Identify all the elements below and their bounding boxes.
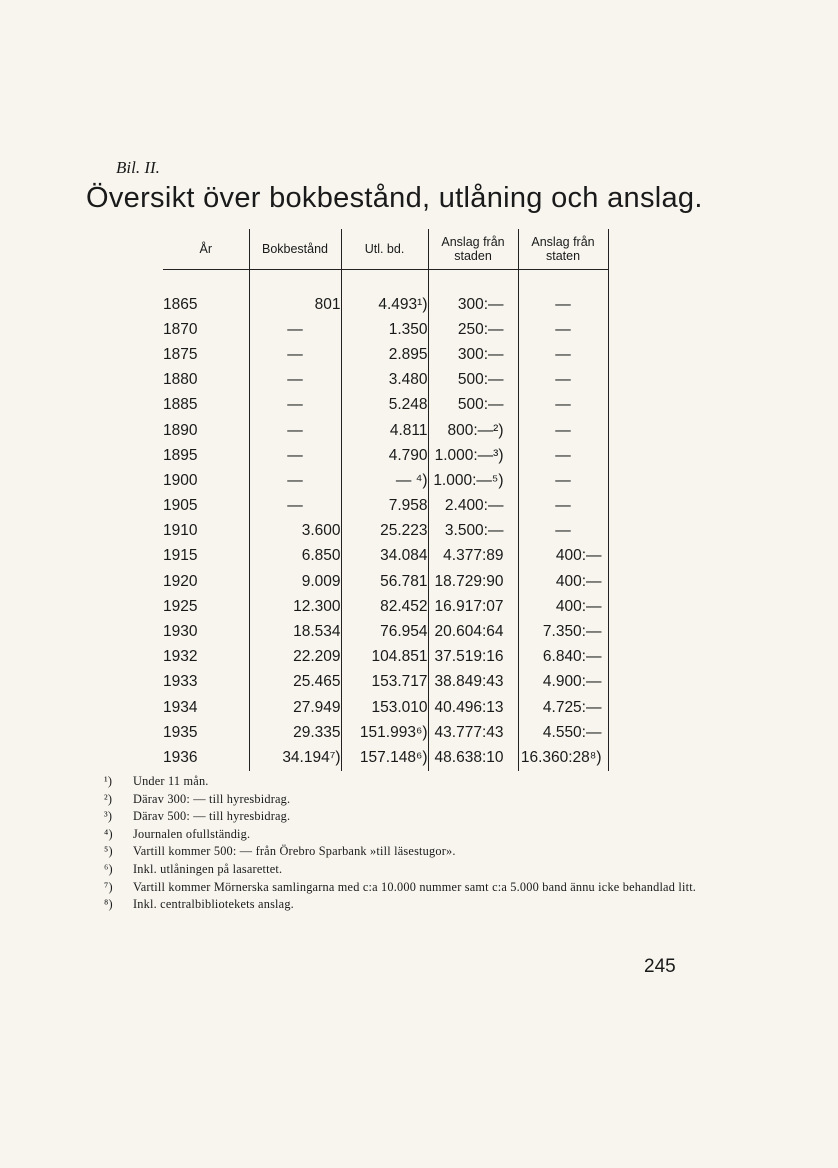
- table-cell: 300:—: [428, 342, 518, 367]
- table-row: [163, 544, 608, 569]
- table-body: [163, 270, 608, 771]
- table-cell: 9.009: [249, 569, 341, 594]
- table-cell: 153.010: [341, 695, 428, 720]
- table-cell: 3.480: [341, 368, 428, 393]
- table-cell: —: [249, 494, 341, 519]
- table-row: [163, 342, 608, 367]
- table-cell: 22.209: [249, 645, 341, 670]
- table-cell: 800:—²): [428, 418, 518, 443]
- table-cell: 4.377:89: [428, 544, 518, 569]
- page-number: 245: [644, 956, 676, 977]
- footnote-text: Under 11 mån.: [133, 774, 209, 788]
- table-cell: 18.729:90: [428, 569, 518, 594]
- footnote-mark: ⁷): [104, 879, 113, 894]
- table-cell: 1932: [163, 648, 198, 666]
- table-row: [163, 670, 608, 695]
- footnote-text: Därav 500: — till hyresbidrag.: [133, 809, 291, 824]
- footnote: [104, 843, 704, 861]
- table-cell: 3.600: [249, 519, 341, 544]
- footnote: [104, 826, 704, 844]
- table-cell: 16.360:28⁸): [518, 745, 608, 770]
- table-cell: 157.148⁶): [341, 745, 428, 770]
- table-cell: 2.895: [341, 342, 428, 367]
- table-cell: 37.519:16: [428, 645, 518, 670]
- footnote-mark: ⁶): [104, 861, 113, 876]
- table-cell: —: [518, 270, 608, 318]
- footnote-mark: ¹): [104, 774, 113, 788]
- table-cell: 104.851: [341, 645, 428, 670]
- table-cell: 4.811: [341, 418, 428, 443]
- table-cell: 6.850: [249, 544, 341, 569]
- table-cell: 16.917:07: [428, 594, 518, 619]
- table-cell: 7.350:—: [518, 619, 608, 644]
- table-cell: 1933: [163, 673, 198, 691]
- table-cell: 1925: [163, 597, 198, 615]
- footnote-text: Inkl. utlåningen på lasarettet.: [133, 861, 283, 876]
- table-cell: 1885: [163, 396, 198, 414]
- table-header-row: [163, 229, 608, 270]
- table-cell: 400:—: [518, 569, 608, 594]
- footnote: [104, 879, 704, 897]
- table-row: [163, 645, 608, 670]
- table-cell: — ⁴): [341, 468, 428, 493]
- table-cell: 29.335: [249, 720, 341, 745]
- footnote: [104, 896, 704, 914]
- table-cell: 7.958: [341, 494, 428, 519]
- table-row: [163, 368, 608, 393]
- footnote-text: Därav 300: — till hyresbidrag.: [133, 791, 291, 806]
- table-row: [163, 594, 608, 619]
- table-row: [163, 317, 608, 342]
- column-header-city-grant: Anslag från staden: [428, 229, 518, 270]
- table-cell: 801: [249, 270, 341, 318]
- table-row: [163, 494, 608, 519]
- table-cell: —: [249, 393, 341, 418]
- table-row: [163, 468, 608, 493]
- table-row: [163, 443, 608, 468]
- table-cell: 400:—: [518, 594, 608, 619]
- table-cell: 56.781: [341, 569, 428, 594]
- table-cell: 5.248: [341, 393, 428, 418]
- statistics-table: [163, 229, 609, 771]
- table-row: [163, 519, 608, 544]
- footnote-text: Inkl. centralbibliotekets anslag.: [133, 897, 294, 912]
- footnote-mark: ³): [104, 809, 113, 824]
- table-cell: —: [249, 317, 341, 342]
- footnote-text: Vartill kommer 500: — från Örebro Sparbank »till läsestugor».: [133, 844, 456, 859]
- table-cell: 1935: [163, 723, 198, 741]
- table-cell: —: [249, 342, 341, 367]
- table-cell: 6.840:—: [518, 645, 608, 670]
- footnote-mark: ⁵): [104, 844, 113, 859]
- table-cell: 1936: [163, 748, 198, 766]
- table-cell: 4.725:—: [518, 695, 608, 720]
- table-cell: 400:—: [518, 544, 608, 569]
- table-cell: 1910: [163, 522, 198, 540]
- table-cell: 18.534: [249, 619, 341, 644]
- footnote: [104, 791, 704, 809]
- table-cell: 82.452: [341, 594, 428, 619]
- table-cell: 1875: [163, 345, 198, 363]
- table-cell: —: [518, 443, 608, 468]
- footnote: [104, 808, 704, 826]
- table-cell: —: [518, 418, 608, 443]
- table-cell: 1.000:—⁵): [428, 468, 518, 493]
- footnote-mark: ²): [104, 791, 113, 806]
- table-cell: 300:—: [428, 270, 518, 318]
- table-cell: 500:—: [428, 368, 518, 393]
- footnote: [104, 861, 704, 879]
- table-row: [163, 695, 608, 720]
- table-cell: —: [518, 393, 608, 418]
- column-header-loans: Utl. bd.: [341, 229, 428, 270]
- table-cell: 34.194⁷): [249, 745, 341, 770]
- table-cell: 500:—: [428, 393, 518, 418]
- table-cell: —: [249, 418, 341, 443]
- footnote-text: Journalen ofullständig.: [133, 826, 251, 841]
- table-cell: 1895: [163, 446, 198, 464]
- column-header-holdings: Bokbestånd: [249, 229, 341, 270]
- footnote-mark: ⁸): [104, 897, 113, 912]
- table-cell: 4.790: [341, 443, 428, 468]
- column-header-year: År: [163, 229, 249, 270]
- table-cell: 40.496:13: [428, 695, 518, 720]
- table-cell: —: [518, 468, 608, 493]
- table-cell: 1880: [163, 371, 198, 389]
- footnotes: [104, 773, 704, 914]
- table-cell: 4.550:—: [518, 720, 608, 745]
- table-cell: 25.465: [249, 670, 341, 695]
- table-cell: 1870: [163, 320, 198, 338]
- table-cell: 43.777:43: [428, 720, 518, 745]
- table-cell: —: [518, 368, 608, 393]
- table-cell: —: [518, 342, 608, 367]
- table-row: [163, 720, 608, 745]
- table-cell: 3.500:—: [428, 519, 518, 544]
- table-cell: 20.604:64: [428, 619, 518, 644]
- table-cell: —: [249, 443, 341, 468]
- table-cell: 250:—: [428, 317, 518, 342]
- table-cell: 1905: [163, 497, 198, 515]
- table-row: [163, 418, 608, 443]
- footnote-mark: ⁴): [104, 826, 113, 841]
- table-cell: 12.300: [249, 594, 341, 619]
- appendix-label: Bil. II.: [116, 158, 160, 177]
- table-cell: 76.954: [341, 619, 428, 644]
- table-row: [163, 619, 608, 644]
- table-cell: 4.900:—: [518, 670, 608, 695]
- table-cell: 1900: [163, 471, 198, 489]
- footnote-text: Vartill kommer Mörnerska samlingarna med c:a 10.000 nummer samt c:a 5.000 band ännu icke behandlad litt.: [133, 879, 697, 894]
- table-cell: 1920: [163, 572, 198, 590]
- column-header-state-grant: Anslag från staten: [518, 229, 608, 270]
- table-cell: —: [518, 519, 608, 544]
- table-cell: 151.993⁶): [341, 720, 428, 745]
- table-cell: 48.638:10: [428, 745, 518, 770]
- table-cell: 38.849:43: [428, 670, 518, 695]
- table-cell: 1890: [163, 421, 198, 439]
- table-cell: —: [518, 317, 608, 342]
- table-cell: 1.350: [341, 317, 428, 342]
- table-cell: 1865: [163, 295, 198, 313]
- table-cell: 1.000:—³): [428, 443, 518, 468]
- table-cell: 1915: [163, 547, 198, 565]
- table-cell: —: [249, 368, 341, 393]
- table-cell: 34.084: [341, 544, 428, 569]
- table-row: [163, 270, 608, 318]
- table-cell: —: [518, 494, 608, 519]
- table-row: [163, 569, 608, 594]
- table-cell: 153.717: [341, 670, 428, 695]
- table-cell: 2.400:—: [428, 494, 518, 519]
- table-cell: 1934: [163, 698, 198, 716]
- footnote: [104, 773, 704, 791]
- table-row: [163, 745, 608, 770]
- table-cell: 27.949: [249, 695, 341, 720]
- table-cell: 1930: [163, 623, 198, 641]
- table-row: [163, 393, 608, 418]
- page-title: Översikt över bokbestånd, utlåning och anslag.: [86, 182, 703, 214]
- table-cell: 25.223: [341, 519, 428, 544]
- table-cell: 4.493¹): [341, 270, 428, 318]
- table-cell: —: [249, 468, 341, 493]
